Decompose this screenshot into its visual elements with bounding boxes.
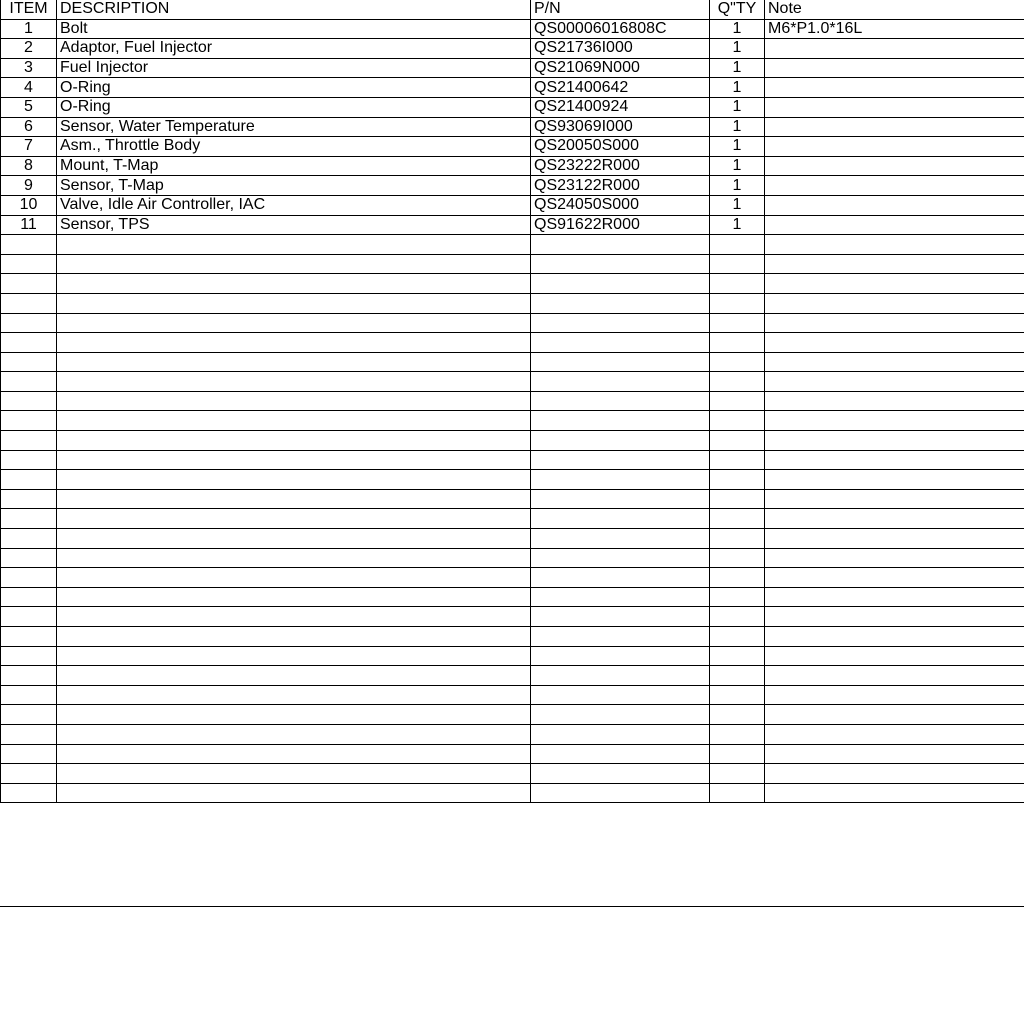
cell-part-number-empty [531, 411, 710, 431]
cell-quantity-empty [710, 587, 765, 607]
empty-table-row [1, 744, 1024, 764]
cell-quantity-empty [710, 450, 765, 470]
cell-quantity: 1 [710, 117, 765, 137]
cell-note-empty [765, 274, 1024, 294]
cell-description-empty [57, 372, 531, 392]
cell-item: 9 [1, 176, 57, 196]
cell-note-empty [765, 235, 1024, 255]
cell-description-empty [57, 744, 531, 764]
cell-note-empty [765, 509, 1024, 529]
cell-part-number-empty [531, 274, 710, 294]
cell-item-empty [1, 744, 57, 764]
cell-description-empty [57, 450, 531, 470]
cell-part-number: QS21400924 [531, 97, 710, 117]
cell-description-empty [57, 705, 531, 725]
cell-note-empty [765, 470, 1024, 490]
empty-table-row [1, 764, 1024, 784]
cell-note [765, 97, 1024, 117]
empty-table-row [1, 529, 1024, 549]
header-description: DESCRIPTION [57, 0, 531, 19]
cell-description-empty [57, 431, 531, 451]
cell-item: 6 [1, 117, 57, 137]
cell-description: Sensor, TPS [57, 215, 531, 235]
cell-note-empty [765, 666, 1024, 686]
cell-item-empty [1, 470, 57, 490]
cell-part-number-empty [531, 489, 710, 509]
cell-quantity-empty [710, 764, 765, 784]
empty-table-row [1, 313, 1024, 333]
parts-list-body [1, 19, 1024, 803]
cell-note-empty [765, 489, 1024, 509]
cell-description-empty [57, 313, 531, 333]
cell-part-number: QS21400642 [531, 78, 710, 98]
cell-item-empty [1, 450, 57, 470]
cell-quantity: 1 [710, 78, 765, 98]
cell-description-empty [57, 548, 531, 568]
cell-note-empty [765, 568, 1024, 588]
cell-description-empty [57, 685, 531, 705]
cell-quantity-empty [710, 666, 765, 686]
cell-quantity-empty [710, 274, 765, 294]
cell-part-number-empty [531, 724, 710, 744]
cell-note [765, 58, 1024, 78]
cell-note-empty [765, 529, 1024, 549]
table-row [1, 215, 1024, 235]
empty-table-row [1, 548, 1024, 568]
cell-part-number-empty [531, 450, 710, 470]
cell-part-number: QS23122R000 [531, 176, 710, 196]
cell-note [765, 156, 1024, 176]
cell-quantity-empty [710, 313, 765, 333]
cell-description-empty [57, 509, 531, 529]
cell-note [765, 78, 1024, 98]
cell-note [765, 117, 1024, 137]
cell-quantity-empty [710, 333, 765, 353]
cell-part-number: QS23222R000 [531, 156, 710, 176]
cell-note [765, 39, 1024, 59]
cell-part-number-empty [531, 372, 710, 392]
cell-note: M6*P1.0*16L [765, 19, 1024, 39]
cell-item-empty [1, 685, 57, 705]
table-row [1, 58, 1024, 78]
cell-part-number-empty [531, 568, 710, 588]
cell-item-empty [1, 724, 57, 744]
cell-item-empty [1, 627, 57, 647]
cell-note [765, 137, 1024, 157]
cell-quantity-empty [710, 568, 765, 588]
cell-description: Bolt [57, 19, 531, 39]
empty-table-row [1, 333, 1024, 353]
header-quantity: Q"TY [710, 0, 765, 19]
cell-description-empty [57, 666, 531, 686]
cell-quantity: 1 [710, 156, 765, 176]
cell-item-empty [1, 783, 57, 803]
cell-item: 8 [1, 156, 57, 176]
cell-item: 2 [1, 39, 57, 59]
cell-item: 10 [1, 195, 57, 215]
cell-item-empty [1, 431, 57, 451]
empty-table-row [1, 607, 1024, 627]
empty-table-row [1, 431, 1024, 451]
table-row [1, 78, 1024, 98]
cell-item-empty [1, 333, 57, 353]
table-row [1, 39, 1024, 59]
empty-table-row [1, 470, 1024, 490]
cell-item-empty [1, 607, 57, 627]
cell-description-empty [57, 724, 531, 744]
empty-table-row [1, 352, 1024, 372]
cell-note [765, 215, 1024, 235]
cell-item-empty [1, 529, 57, 549]
cell-note-empty [765, 627, 1024, 647]
cell-quantity: 1 [710, 195, 765, 215]
empty-table-row [1, 254, 1024, 274]
cell-part-number: QS00006016808C [531, 19, 710, 39]
cell-part-number-empty [531, 391, 710, 411]
cell-quantity: 1 [710, 176, 765, 196]
empty-table-row [1, 666, 1024, 686]
cell-description-empty [57, 333, 531, 353]
cell-item-empty [1, 391, 57, 411]
cell-description-empty [57, 568, 531, 588]
empty-table-row [1, 783, 1024, 803]
cell-part-number-empty [531, 352, 710, 372]
cell-quantity-empty [710, 724, 765, 744]
cell-description-empty [57, 627, 531, 647]
empty-table-row [1, 646, 1024, 666]
cell-note-empty [765, 313, 1024, 333]
empty-table-row [1, 372, 1024, 392]
cell-item-empty [1, 587, 57, 607]
cell-quantity-empty [710, 646, 765, 666]
empty-table-row [1, 450, 1024, 470]
cell-note [765, 195, 1024, 215]
cell-part-number: QS24050S000 [531, 195, 710, 215]
cell-part-number-empty [531, 764, 710, 784]
cell-quantity-empty [710, 705, 765, 725]
cell-quantity-empty [710, 372, 765, 392]
cell-part-number-empty [531, 744, 710, 764]
cell-part-number-empty [531, 529, 710, 549]
cell-item-empty [1, 548, 57, 568]
cell-part-number-empty [531, 666, 710, 686]
cell-quantity: 1 [710, 19, 765, 39]
cell-description-empty [57, 274, 531, 294]
cell-quantity-empty [710, 548, 765, 568]
cell-description-empty [57, 489, 531, 509]
cell-item-empty [1, 666, 57, 686]
cell-part-number-empty [531, 607, 710, 627]
cell-note-empty [765, 411, 1024, 431]
cell-description-empty [57, 391, 531, 411]
header-note: Note [765, 0, 1024, 19]
cell-description: Fuel Injector [57, 58, 531, 78]
empty-table-row [1, 705, 1024, 725]
cell-part-number-empty [531, 705, 710, 725]
cell-quantity-empty [710, 235, 765, 255]
empty-table-row [1, 411, 1024, 431]
cell-quantity-empty [710, 411, 765, 431]
cell-part-number-empty [531, 313, 710, 333]
cell-quantity: 1 [710, 215, 765, 235]
cell-quantity-empty [710, 685, 765, 705]
cell-item-empty [1, 352, 57, 372]
cell-note-empty [765, 333, 1024, 353]
cell-item-empty [1, 509, 57, 529]
cell-description-empty [57, 254, 531, 274]
cell-item: 5 [1, 97, 57, 117]
cell-description-empty [57, 607, 531, 627]
cell-item-empty [1, 764, 57, 784]
cell-description-empty [57, 352, 531, 372]
cell-part-number: QS91622R000 [531, 215, 710, 235]
empty-table-row [1, 724, 1024, 744]
cell-description: Adaptor, Fuel Injector [57, 39, 531, 59]
cell-item: 11 [1, 215, 57, 235]
cell-item-empty [1, 646, 57, 666]
cell-note-empty [765, 705, 1024, 725]
cell-note-empty [765, 391, 1024, 411]
cell-note-empty [765, 607, 1024, 627]
cell-description: Sensor, Water Temperature [57, 117, 531, 137]
cell-part-number-empty [531, 685, 710, 705]
table-row [1, 19, 1024, 39]
cell-part-number-empty [531, 783, 710, 803]
cell-item-empty [1, 293, 57, 313]
cell-note-empty [765, 744, 1024, 764]
header-part-number: P/N [531, 0, 710, 19]
cell-quantity-empty [710, 509, 765, 529]
cell-note-empty [765, 685, 1024, 705]
cell-item: 3 [1, 58, 57, 78]
cell-description-empty [57, 764, 531, 784]
cell-item-empty [1, 489, 57, 509]
cell-part-number: QS21069N000 [531, 58, 710, 78]
cell-part-number: QS93069I000 [531, 117, 710, 137]
cell-item-empty [1, 235, 57, 255]
cell-description: O-Ring [57, 97, 531, 117]
cell-quantity-empty [710, 293, 765, 313]
empty-table-row [1, 568, 1024, 588]
cell-note-empty [765, 548, 1024, 568]
empty-table-row [1, 274, 1024, 294]
cell-quantity-empty [710, 391, 765, 411]
cell-item-empty [1, 274, 57, 294]
empty-table-row [1, 587, 1024, 607]
table-row [1, 117, 1024, 137]
cell-note-empty [765, 293, 1024, 313]
table-row [1, 176, 1024, 196]
cell-quantity-empty [710, 431, 765, 451]
cell-note-empty [765, 783, 1024, 803]
cell-note-empty [765, 450, 1024, 470]
cell-part-number: QS21736I000 [531, 39, 710, 59]
cell-quantity-empty [710, 352, 765, 372]
cell-note-empty [765, 646, 1024, 666]
cell-part-number-empty [531, 548, 710, 568]
cell-part-number-empty [531, 293, 710, 313]
empty-table-row [1, 235, 1024, 255]
empty-table-row [1, 509, 1024, 529]
empty-table-row [1, 293, 1024, 313]
cell-note-empty [765, 587, 1024, 607]
cell-description-empty [57, 235, 531, 255]
empty-table-row [1, 489, 1024, 509]
cell-note [765, 176, 1024, 196]
cell-item-empty [1, 411, 57, 431]
header-item: ITEM [1, 0, 57, 19]
bottom-divider-line [0, 906, 1024, 907]
cell-note-empty [765, 431, 1024, 451]
cell-quantity-empty [710, 489, 765, 509]
cell-description: Sensor, T-Map [57, 176, 531, 196]
table-row [1, 137, 1024, 157]
cell-quantity: 1 [710, 137, 765, 157]
cell-description-empty [57, 293, 531, 313]
cell-item-empty [1, 705, 57, 725]
cell-quantity-empty [710, 470, 765, 490]
cell-item: 4 [1, 78, 57, 98]
cell-quantity: 1 [710, 39, 765, 59]
cell-description-empty [57, 646, 531, 666]
cell-part-number: QS20050S000 [531, 137, 710, 157]
cell-description-empty [57, 411, 531, 431]
table-row [1, 195, 1024, 215]
cell-description-empty [57, 587, 531, 607]
cell-quantity-empty [710, 783, 765, 803]
cell-quantity: 1 [710, 58, 765, 78]
cell-part-number-empty [531, 470, 710, 490]
cell-description: O-Ring [57, 78, 531, 98]
cell-note-empty [765, 372, 1024, 392]
empty-table-row [1, 627, 1024, 647]
cell-description-empty [57, 470, 531, 490]
cell-quantity-empty [710, 529, 765, 549]
cell-part-number-empty [531, 235, 710, 255]
empty-table-row [1, 685, 1024, 705]
cell-item-empty [1, 568, 57, 588]
cell-item-empty [1, 372, 57, 392]
empty-table-row [1, 391, 1024, 411]
cell-item-empty [1, 313, 57, 333]
cell-description: Asm., Throttle Body [57, 137, 531, 157]
cell-part-number-empty [531, 431, 710, 451]
cell-quantity-empty [710, 627, 765, 647]
cell-quantity-empty [710, 744, 765, 764]
table-row [1, 97, 1024, 117]
table-row [1, 156, 1024, 176]
cell-note-empty [765, 254, 1024, 274]
cell-note-empty [765, 724, 1024, 744]
cell-quantity: 1 [710, 97, 765, 117]
cell-part-number-empty [531, 627, 710, 647]
cell-part-number-empty [531, 509, 710, 529]
cell-part-number-empty [531, 333, 710, 353]
cell-description-empty [57, 529, 531, 549]
cell-quantity-empty [710, 254, 765, 274]
cell-part-number-empty [531, 587, 710, 607]
cell-note-empty [765, 764, 1024, 784]
cell-description-empty [57, 783, 531, 803]
cell-item: 1 [1, 19, 57, 39]
cell-note-empty [765, 352, 1024, 372]
cell-part-number-empty [531, 254, 710, 274]
cell-part-number-empty [531, 646, 710, 666]
table-header-row [1, 0, 1024, 19]
cell-item-empty [1, 254, 57, 274]
cell-description: Mount, T-Map [57, 156, 531, 176]
cell-description: Valve, Idle Air Controller, IAC [57, 195, 531, 215]
cell-item: 7 [1, 137, 57, 157]
cell-quantity-empty [710, 607, 765, 627]
